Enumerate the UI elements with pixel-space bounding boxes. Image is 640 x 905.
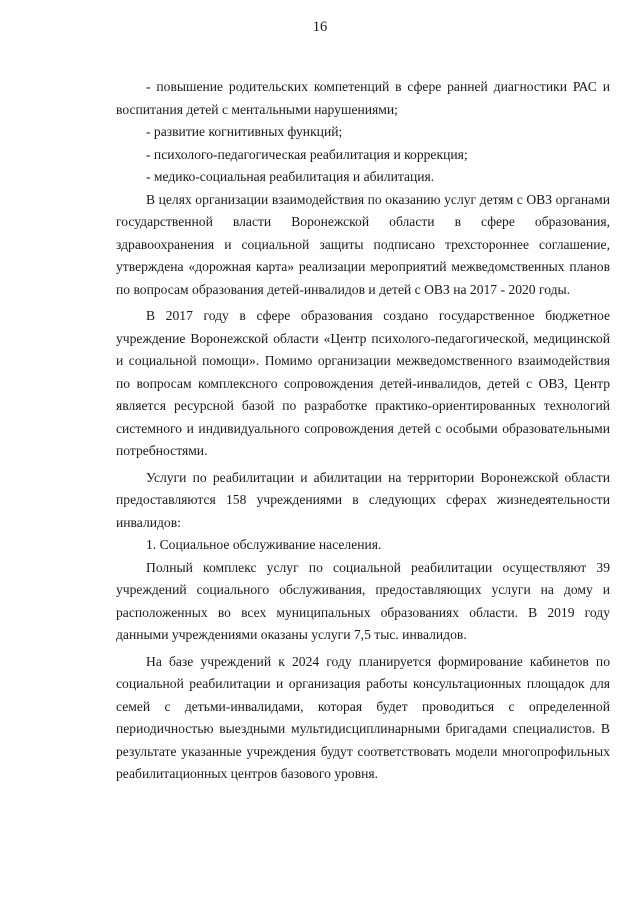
list-item-parent-competence: - повышение родительских компетенций в сфере ранней диагностики РАС и воспитания детей с ментальными нарушениями; bbox=[116, 79, 610, 117]
paragraph-center-2017: В 2017 году в сфере образования создано государственное бюджетное учреждение Воронежской области «Центр психолого-педагогической, медицинской и социальной помощи». Помимо организации межведомственного взаимодействия по вопросам комплексного сопровождения детей-инвалидов, детей с ОВЗ, Центр является ресурсной базой по разработке практико-ориентированных технологий системного и индивидуального сопровождения детей с особыми образовательными потребностями. bbox=[116, 308, 610, 458]
paragraph-social-services-heading: 1. Социальное обслуживание населения. bbox=[146, 537, 382, 552]
page-number: 16 bbox=[312, 19, 328, 35]
document-body bbox=[116, 76, 610, 786]
paragraph-services-158: Услуги по реабилитации и абилитации на территории Воронежской области предоставляются 158 учреждениями в следующих сферах жизнедеятельности инвалидов: bbox=[116, 469, 610, 530]
list-item-cognitive: - развитие когнитивных функций; bbox=[146, 124, 343, 139]
list-item-psycho-pedagogical: - психолого-педагогическая реабилитация и коррекция; bbox=[146, 146, 468, 162]
paragraph-plans-2024: На базе учреждений к 2024 году планируется формирование кабинетов по социальной реабилитации и организация работы консультационных площадок для семей с детьми-инвалидами, которая будет проводиться с определенной периодичностью выездными мультидисциплинарными бригадами специалистов. В результате указанные учреждения будут соответствовать модели многопрофильных реабилитационных центров базового уровня. bbox=[116, 653, 610, 781]
list-item-medico-social: - медико-социальная реабилитация и абилитация. bbox=[146, 169, 435, 184]
paragraph-interagency: В целях организации взаимодействия по оказанию услуг детям с ОВЗ органами государственной власти Воронежской области в сфере образования, здравоохранения и социальной защиты подписано трехстороннее соглашение, утверждена «дорожная карта» реализации мероприятий межведомственных планов по вопросам образования детей-инвалидов и детей с ОВЗ на 2017 - 2020 годы. bbox=[116, 191, 610, 297]
paragraph-social-rehab: Полный комплекс услуг по социальной реабилитации осуществляют 39 учреждений социального обслуживания, предоставляющих услуги на дому и расположенных во всех муниципальных образованиях области. В 2019 году данными учреждениями оказаны услуги 7,5 тыс. инвалидов. bbox=[116, 559, 610, 642]
